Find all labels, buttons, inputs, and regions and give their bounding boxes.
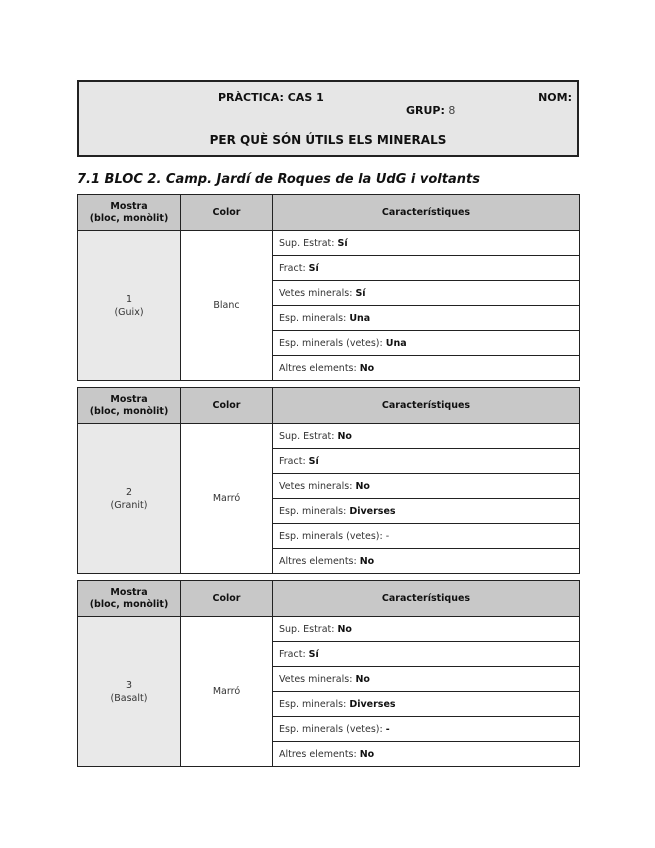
characteristic-label: Esp. minerals:: [279, 698, 350, 710]
section-title: 7.1 BLOC 2. Camp. Jardí de Roques de la UdG i voltants: [77, 172, 480, 187]
characteristic-label: Altres elements:: [279, 362, 360, 374]
characteristic-value: Sí: [308, 455, 319, 467]
table-row: [78, 424, 580, 449]
characteristic-value: Sí: [308, 648, 319, 660]
mostra-header-line2: (bloc, monòlit): [89, 405, 169, 417]
nom-label: NOM:: [538, 91, 572, 104]
sample-table-1: [77, 194, 580, 381]
characteristic-label: Esp. minerals (vetes): -: [279, 530, 390, 542]
color-header: Color: [181, 388, 273, 424]
mostra-header-line1: Mostra: [110, 393, 148, 405]
characteristic-label: Sup. Estrat:: [279, 237, 338, 249]
sample-color: Marró: [181, 424, 273, 574]
characteristic-cell: [273, 742, 580, 767]
characteristic-label: Altres elements:: [279, 748, 360, 760]
sample-number: 2: [125, 486, 133, 498]
characteristic-label: Esp. minerals (vetes):: [279, 337, 386, 349]
sample-color: Marró: [181, 617, 273, 767]
characteristic-cell: [273, 717, 580, 742]
characteristic-cell: [273, 356, 580, 381]
mostra-header: [78, 581, 181, 617]
characteristic-cell: [273, 231, 580, 256]
characteristic-value: Sí: [355, 287, 366, 299]
characteristic-cell: [273, 499, 580, 524]
characteristic-value: Una: [349, 312, 371, 324]
characteristic-value: Diverses: [349, 505, 396, 517]
characteristic-value: No: [359, 748, 375, 760]
characteristic-value: Sí: [308, 262, 319, 274]
characteristic-value: Una: [385, 337, 407, 349]
table-row: [78, 231, 580, 256]
color-header: Color: [181, 581, 273, 617]
characteristic-cell: [273, 306, 580, 331]
mostra-header-line2: (bloc, monòlit): [89, 212, 169, 224]
characteristic-label: Vetes minerals:: [279, 480, 356, 492]
characteristic-label: Vetes minerals:: [279, 287, 356, 299]
characteristic-cell: [273, 642, 580, 667]
characteristic-value: No: [359, 362, 375, 374]
characteristic-cell: [273, 667, 580, 692]
caracteristiques-header: Característiques: [273, 581, 580, 617]
mostra-header-line1: Mostra: [110, 586, 148, 598]
sample-name: (Granit): [110, 499, 148, 511]
color-header: Color: [181, 195, 273, 231]
characteristic-value: Diverses: [349, 698, 396, 710]
characteristic-label: Esp. minerals:: [279, 312, 350, 324]
characteristic-label: Esp. minerals:: [279, 505, 350, 517]
characteristic-cell: [273, 256, 580, 281]
sample-number: 1: [125, 293, 133, 305]
table-header-row: [78, 195, 580, 231]
characteristic-cell: [273, 617, 580, 642]
characteristic-label: Sup. Estrat:: [279, 623, 338, 635]
sample-cell: [78, 231, 181, 381]
characteristic-value: No: [337, 623, 352, 635]
table-header-row: [78, 581, 580, 617]
characteristic-cell: [273, 524, 580, 549]
practica-label: PRÀCTICA: CAS 1: [218, 91, 324, 104]
characteristic-cell: [273, 424, 580, 449]
table-row: [78, 617, 580, 642]
characteristic-label: Sup. Estrat:: [279, 430, 338, 442]
characteristic-label: Fract:: [279, 262, 309, 274]
sample-number: 3: [125, 679, 133, 691]
characteristic-value: Sí: [337, 237, 348, 249]
sample-table-3: [77, 580, 580, 767]
characteristic-cell: [273, 692, 580, 717]
sample-name: (Basalt): [110, 692, 148, 704]
characteristic-value: No: [355, 673, 370, 685]
characteristic-value: No: [359, 555, 375, 567]
characteristic-cell: [273, 549, 580, 574]
characteristic-label: Vetes minerals:: [279, 673, 356, 685]
characteristic-value: -: [385, 723, 390, 735]
caracteristiques-header: Característiques: [273, 388, 580, 424]
sample-table-2: [77, 387, 580, 574]
characteristic-cell: [273, 474, 580, 499]
sample-color: Blanc: [181, 231, 273, 381]
characteristic-cell: [273, 331, 580, 356]
characteristic-value: No: [355, 480, 370, 492]
header-box: [77, 80, 579, 157]
characteristic-cell: [273, 281, 580, 306]
characteristic-label: Fract:: [279, 455, 309, 467]
caracteristiques-header: Característiques: [273, 195, 580, 231]
mostra-header-line2: (bloc, monòlit): [89, 598, 169, 610]
sample-cell: [78, 617, 181, 767]
sample-name: (Guix): [114, 306, 144, 318]
characteristic-cell: [273, 449, 580, 474]
characteristic-label: Esp. minerals (vetes):: [279, 723, 386, 735]
grup-label: GRUP:: [406, 104, 445, 117]
page-title: PER QUÈ SÓN ÚTILS ELS MINERALS: [209, 133, 447, 147]
characteristic-label: Altres elements:: [279, 555, 360, 567]
sample-cell: [78, 424, 181, 574]
mostra-header-line1: Mostra: [110, 200, 148, 212]
mostra-header: [78, 195, 181, 231]
characteristic-label: Fract:: [279, 648, 309, 660]
table-header-row: [78, 388, 580, 424]
grup-field: [406, 104, 455, 117]
grup-value: 8: [448, 104, 456, 117]
mostra-header: [78, 388, 181, 424]
characteristic-value: No: [337, 430, 352, 442]
